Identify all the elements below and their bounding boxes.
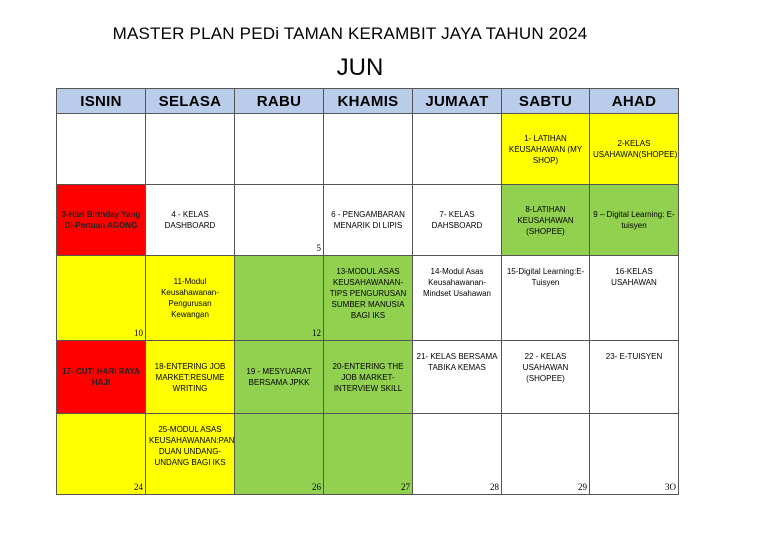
calendar-cell [324,114,413,185]
day-header-rabu: RABU [235,89,324,114]
calendar-cell [413,185,502,256]
calendar-cell [57,341,146,414]
calendar-cell [324,414,413,495]
calendar-cell [590,341,679,414]
day-header-khamis: KHAMIS [324,89,413,114]
page-title: MASTER PLAN PEDi TAMAN KERAMBIT JAYA TAHUN 2024 [112,24,588,43]
event-text: 11-Modul Keusahawanan-Pengurusan Kewangan [161,277,219,319]
calendar-cell [502,256,590,341]
event-text: 1- LATIHAN KEUSAHAWAN (MY SHOP) [508,133,583,165]
event-text: 19 - MESYUARAT BERSAMA JPKK [246,367,312,387]
calendar-cell [57,185,146,256]
week-row [57,341,679,414]
event-text: 20-ENTERING THE JOB MARKET-INTERVIEW SKILL [332,361,404,393]
day-header-selasa: SELASA [146,89,235,114]
event-text: 21- KELAS BERSAMA TABIKA KEMAS [416,352,498,372]
event-text: 7- KELAS DAHSBOARD [431,210,483,230]
calendar-cell [502,114,590,185]
day-number: 28 [490,482,499,492]
event-text: 4 - KELAS DASHBOARD [164,210,216,230]
day-header-row [57,89,679,114]
calendar-cell [57,256,146,341]
day-number: 26 [312,482,321,492]
day-header-sabtu: SABTU [502,89,590,114]
day-number: 12 [312,328,321,338]
calendar-cell [413,114,502,185]
event-text: 25-MODUL ASAS KEUSAHAWANAN:PAN DUAN UNDANG-UNDANG BAGI IKS [149,425,235,467]
month-title: JUN [336,54,384,81]
week-row [57,256,679,341]
week-row [57,414,679,495]
calendar-cell [57,114,146,185]
calendar-cell [235,256,324,341]
calendar-cell [57,414,146,495]
day-header-ahad: AHAD [590,89,679,114]
calendar-cell [146,185,235,256]
event-text: 9 – Digital Learning: E-tuisyen [593,210,675,230]
calendar-table [56,88,679,495]
event-text: 6 - PENGAMBARAN MENARIK DI LIPIS [331,210,405,230]
calendar-cell [235,414,324,495]
event-text: 2-KELAS USAHAWAN(SHOPEE) [593,139,678,159]
event-text: 15-Digital Learning:E-Tuisyen [506,267,585,287]
day-number: 27 [401,482,410,492]
day-number: 5 [316,243,321,253]
calendar-cell [235,185,324,256]
calendar-cell [413,414,502,495]
day-number: 10 [134,328,143,338]
event-text: 13-MODUL ASAS KEUSAHAWANAN-TIPS PENGURUSAN SUMBER MANUSIA BAGI IKS [329,267,407,320]
calendar-cell [146,414,235,495]
day-header-isnin: ISNIN [57,89,146,114]
calendar-cell [146,341,235,414]
calendar-cell [413,341,502,414]
event-text: 16-KELAS USAHAWAN [611,267,657,287]
week-row [57,185,679,256]
day-number: 3O [665,482,676,492]
calendar-cell [413,256,502,341]
calendar-cell [324,256,413,341]
calendar-cell [502,414,590,495]
day-number: 29 [578,482,587,492]
calendar-cell [502,341,590,414]
calendar-cell [590,114,679,185]
day-header-jumaat: JUMAAT [413,89,502,114]
event-text: 22 - KELAS USAHAWAN (SHOPEE) [522,352,569,383]
event-text: 23- E-TUISYEN [605,352,663,361]
calendar-cell [324,341,413,414]
week-row [57,114,679,185]
calendar-cell [146,114,235,185]
event-text: 3-Hari Birthday Yang Di-Pertuan AGONG [61,210,141,230]
event-text: 14-Modul Asas Keusahawanan-Mindset Usahawan [422,267,492,298]
calendar-cell [235,341,324,414]
event-text: 17- CUTI HARI RAYA HAJI [62,367,140,387]
event-text: 8-LATIHAN KEUSAHAWAN (SHOPEE) [517,204,574,236]
day-number: 24 [134,482,143,492]
calendar-cell [590,256,679,341]
calendar-cell [235,114,324,185]
calendar-cell [590,414,679,495]
calendar-cell [502,185,590,256]
event-text: 18-ENTERING JOB MARKET:RESUME WRITING [154,361,226,393]
calendar-cell [146,256,235,341]
calendar-cell [324,185,413,256]
calendar-cell [590,185,679,256]
